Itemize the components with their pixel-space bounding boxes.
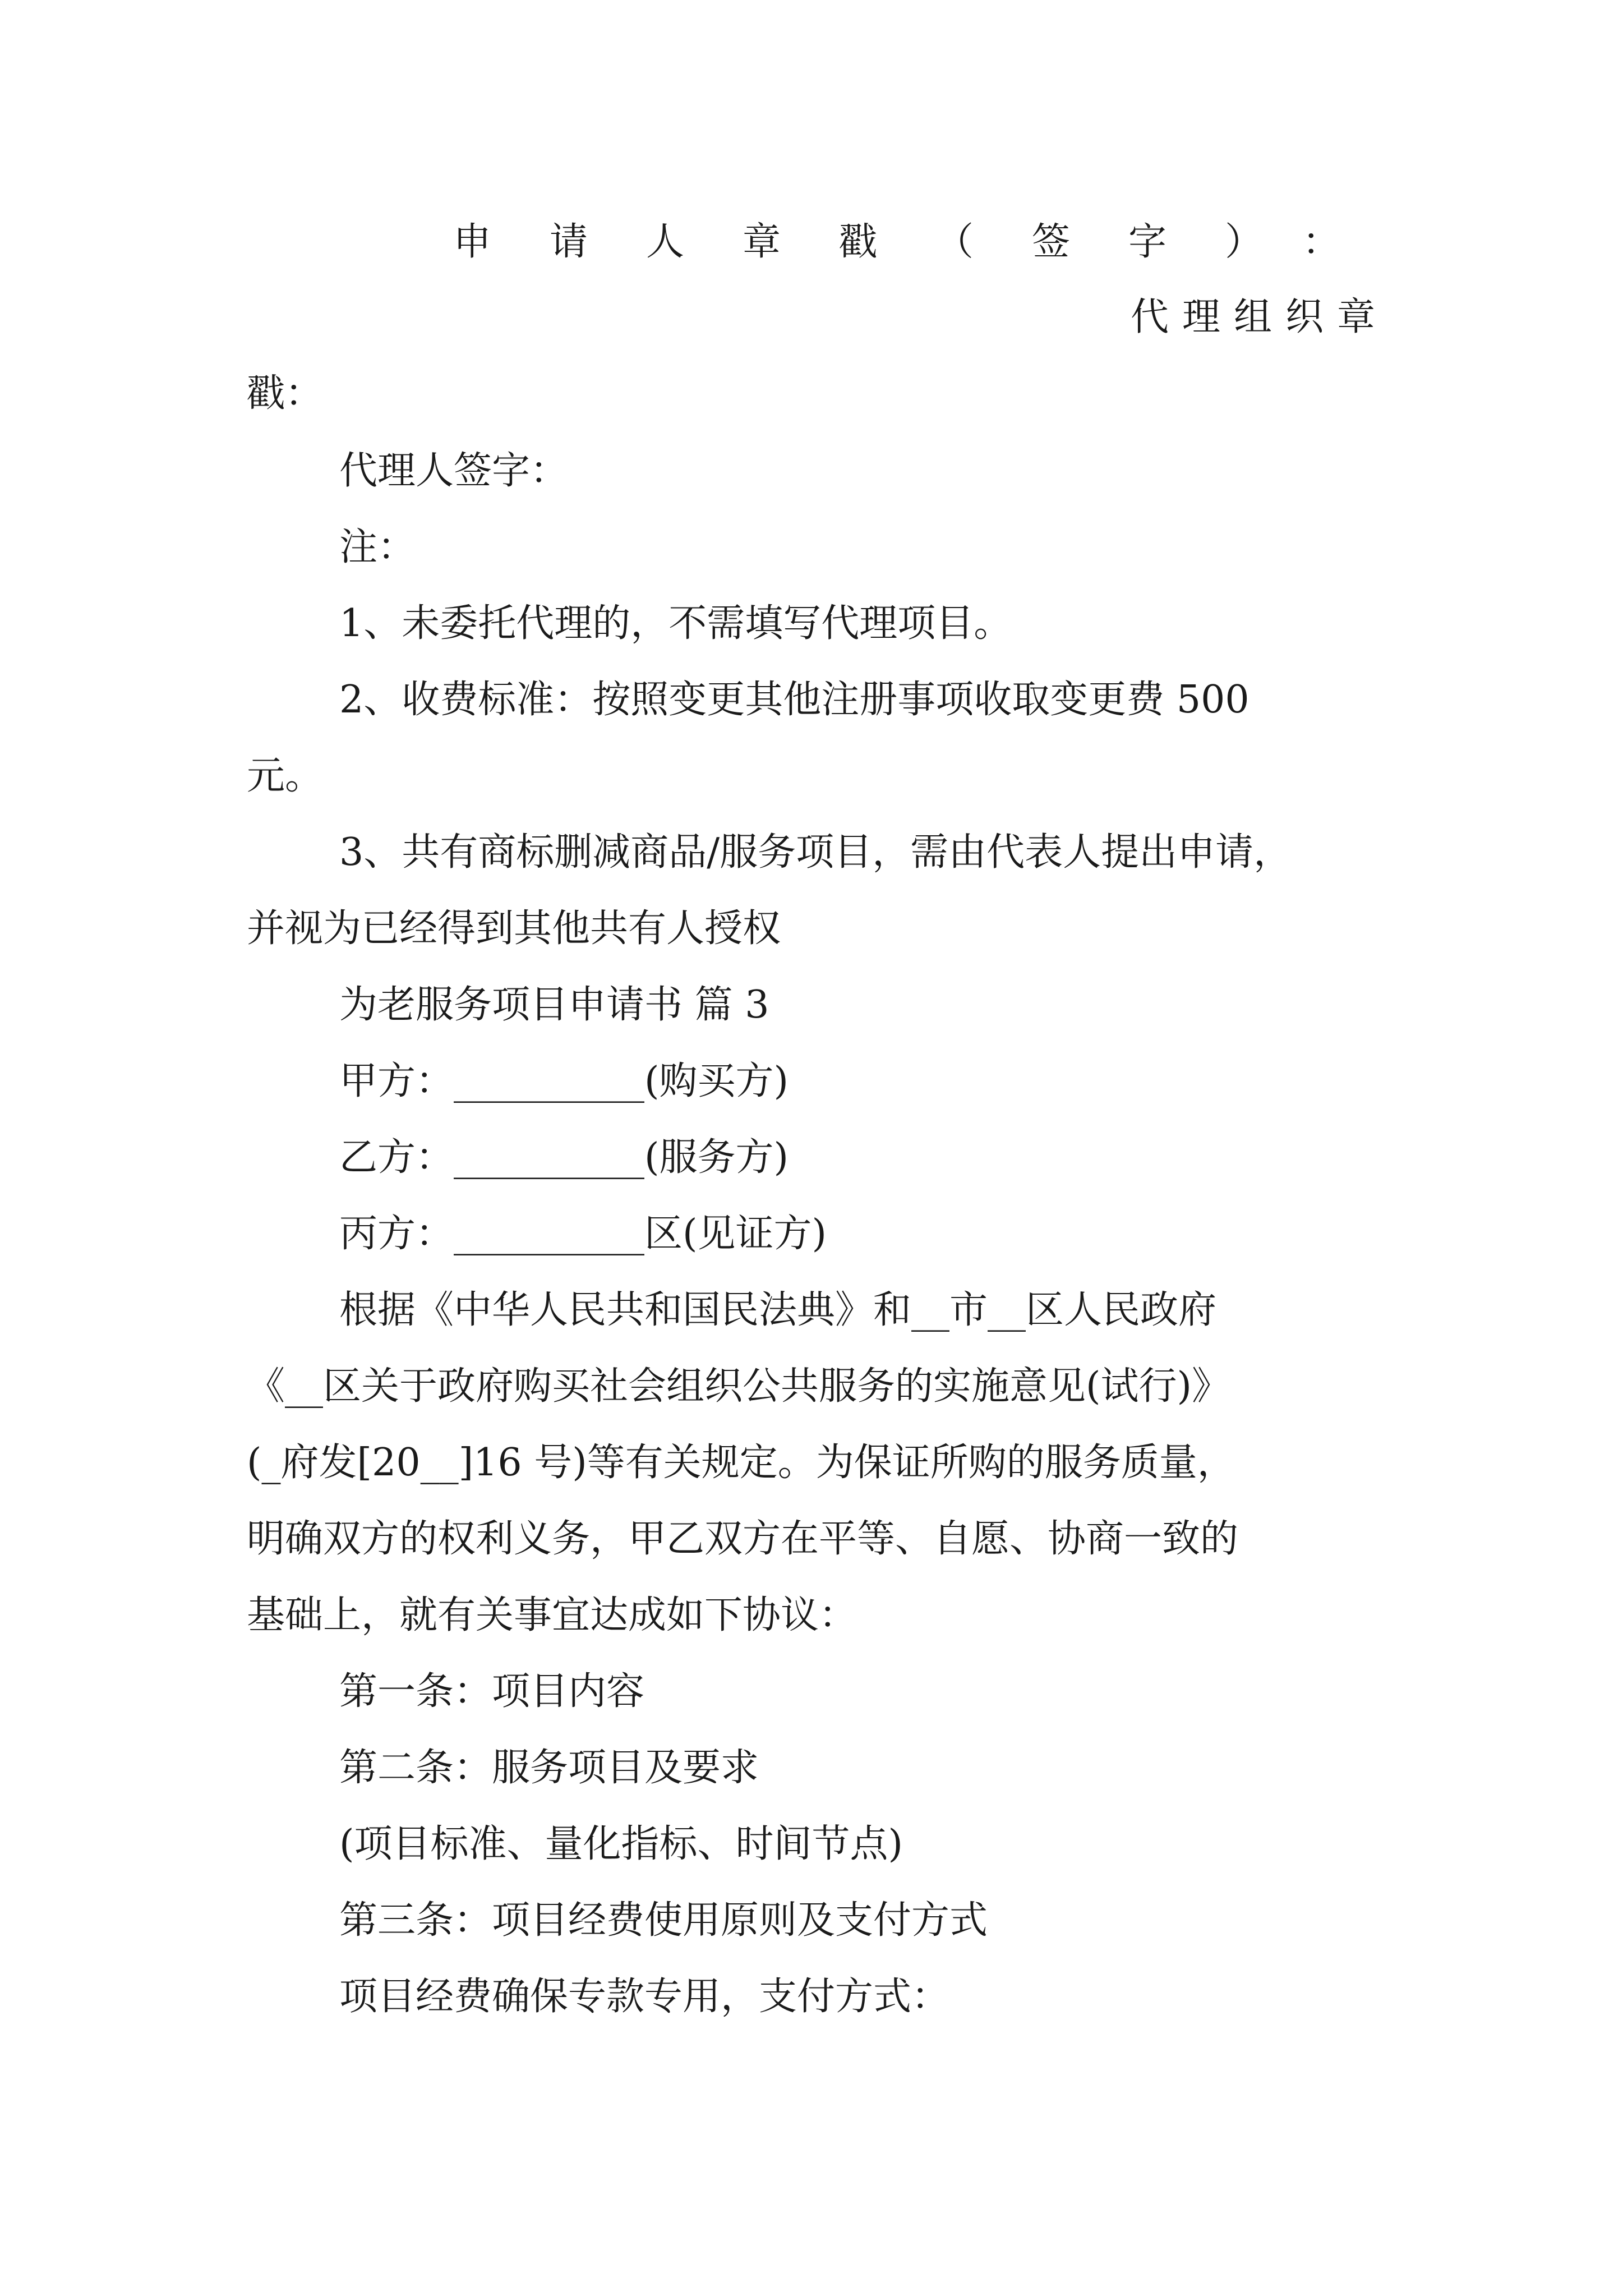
agency-seal-line-continued: 戳： [247, 371, 324, 416]
agreement-paragraph-line-4: 明确双方的权利义务，甲乙双方在平等、自愿、协商一致的 [247, 1517, 1239, 1561]
article-2-note: (项目标准、量化指标、时间节点) [339, 1822, 903, 1866]
agreement-paragraph-line-2: 《__区关于政府购买社会组织公共服务的实施意见(试行)》 [247, 1364, 1230, 1409]
payment-method-line: 项目经费确保专款专用，支付方式： [339, 1975, 950, 2019]
section-title: 为老服务项目申请书 篇 3 [339, 983, 769, 1027]
agency-seal-line: 代理组织章 [1130, 295, 1389, 339]
agreement-paragraph-line-1: 根据《中华人民共和国民法典》和__市__区人民政府 [339, 1288, 1217, 1332]
note-item-1: 1、未委托代理的，不需填写代理项目。 [339, 601, 1012, 646]
agreement-paragraph-line-5: 基础上，就有关事宜达成如下协议： [247, 1593, 857, 1637]
note-heading: 注： [339, 525, 416, 569]
note-item-2-continued: 元。 [247, 754, 324, 798]
party-b-line: 乙方：__________(服务方) [339, 1135, 789, 1180]
article-2-heading: 第二条：服务项目及要求 [339, 1746, 759, 1790]
article-1-heading: 第一条：项目内容 [339, 1669, 645, 1714]
note-item-3: 3、共有商标删减商品/服务项目，需由代表人提出申请， [339, 830, 1292, 875]
note-item-3-continued: 并视为已经得到其他共有人授权 [247, 907, 781, 951]
party-c-line: 丙方：__________区(见证方) [339, 1212, 827, 1256]
note-item-2: 2、收费标准：按照变更其他注册事项收取变更费 500 [339, 678, 1249, 722]
party-a-line: 甲方：__________(购买方) [339, 1059, 789, 1103]
article-3-heading: 第三条：项目经费使用原则及支付方式 [339, 1898, 988, 1943]
applicant-seal-signature-line: 申请人章戳（签字）： [453, 220, 1399, 264]
agreement-paragraph-line-3: (_府发[20__]16 号)等有关规定。为保证所购的服务质量， [247, 1441, 1235, 1485]
agent-signature-line: 代理人签字： [339, 449, 569, 493]
